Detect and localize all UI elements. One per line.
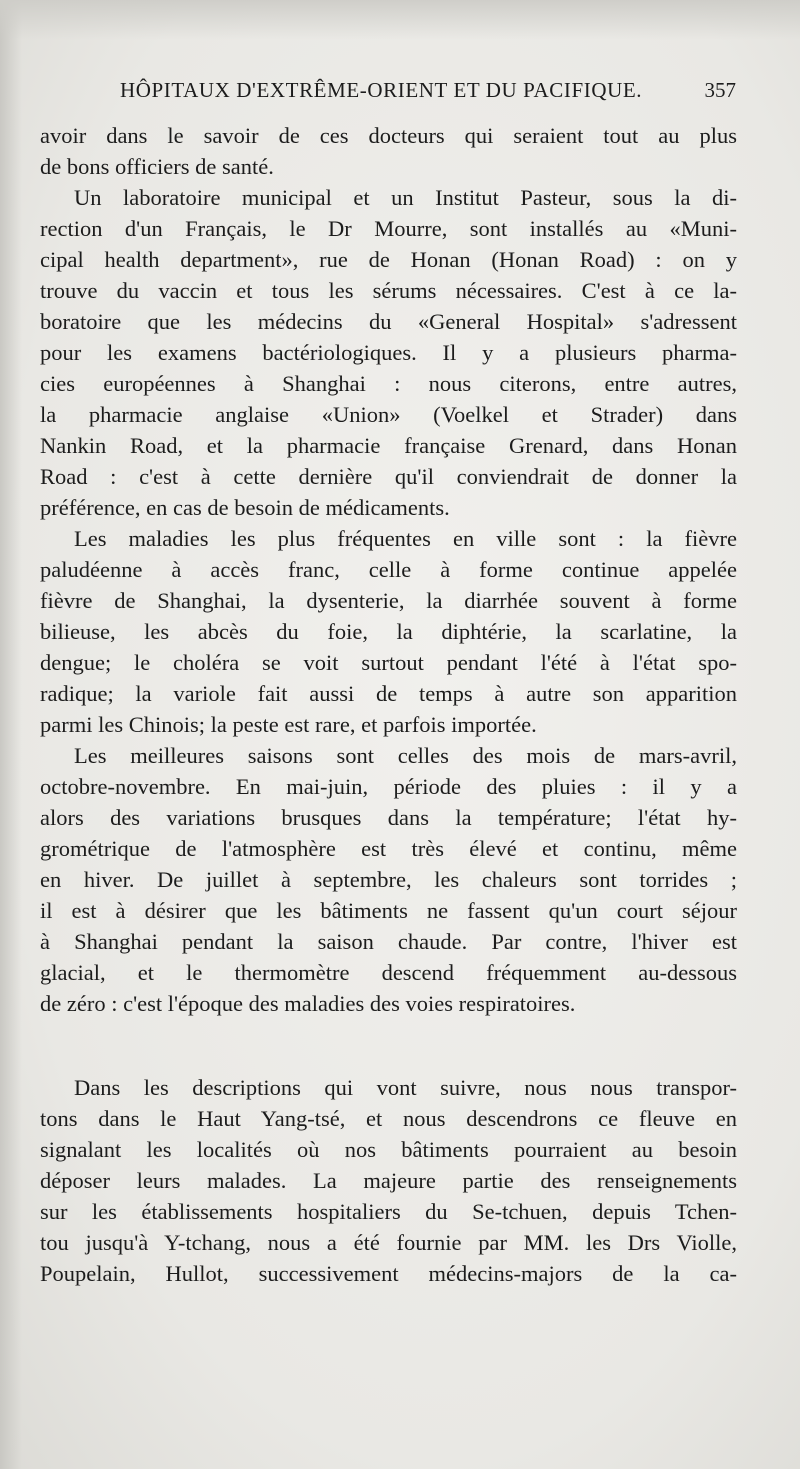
text-line: Dans les descriptions qui vont suivre, nous nous transpor- (74, 1075, 737, 1100)
text-line: paludéenne à accès franc, celle à forme continue appelée (40, 557, 737, 582)
text-line: tons dans le Haut Yang-tsé, et nous descendrons ce fleuve en (40, 1106, 737, 1131)
text-line: radique; la variole fait aussi de temps à autre son apparition (40, 681, 737, 706)
text-line: Poupelain, Hullot, successivement médecins-majors de la ca- (40, 1261, 737, 1286)
text-line: sur les établissements hospitaliers du Se-tchuen, depuis Tchen- (40, 1199, 737, 1224)
text-line: tou jusqu'à Y-tchang, nous a été fournie par MM. les Drs Violle, (40, 1230, 737, 1255)
text-line: Road : c'est à cette dernière qu'il conviendrait de donner la (40, 464, 737, 489)
running-title: HÔPITAUX D'EXTRÊME-ORIENT ET DU PACIFIQUE. (120, 78, 643, 102)
text-line: glacial, et le thermomètre descend fréquemment au-dessous (40, 960, 737, 985)
text-line: cies européennes à Shanghai : nous citerons, entre autres, (40, 371, 737, 396)
text-line: déposer leurs malades. La majeure partie des renseignements (40, 1168, 737, 1193)
text-line: signalant les localités où nos bâtiments pourraient au besoin (40, 1137, 737, 1162)
text-line: octobre-novembre. En mai-juin, période des pluies : il y a (40, 774, 737, 799)
text-line: Nankin Road, et la pharmacie française Grenard, dans Honan (40, 433, 737, 458)
text-line: avoir dans le savoir de ces docteurs qui seraient tout au plus (40, 123, 737, 148)
page-header (40, 78, 740, 108)
text-line: préférence, en cas de besoin de médicaments. (40, 495, 450, 520)
text-line: parmi les Chinois; la peste est rare, et parfois importée. (40, 712, 537, 737)
text-line: Les meilleures saisons sont celles des mois de mars-avril, (74, 743, 737, 768)
text-line: alors des variations brusques dans la température; l'état hy- (40, 805, 737, 830)
body-text (40, 120, 737, 1289)
page-number: 357 (704, 78, 736, 102)
text-line: en hiver. De juillet à septembre, les chaleurs sont torrides ; (40, 867, 737, 892)
text-line: dengue; le choléra se voit surtout pendant l'été à l'état spo- (40, 650, 737, 675)
text-line: la pharmacie anglaise «Union» (Voelkel et Strader) dans (40, 402, 737, 427)
text-line: trouve du vaccin et tous les sérums nécessaires. C'est à ce la- (40, 278, 737, 303)
text-line: à Shanghai pendant la saison chaude. Par contre, l'hiver est (40, 929, 737, 954)
text-line: Les maladies les plus fréquentes en ville sont : la fièvre (74, 526, 737, 551)
page-edge-shadow (0, 0, 22, 1469)
text-line: fièvre de Shanghai, la dysenterie, la diarrhée souvent à forme (40, 588, 737, 613)
page-top-shadow (0, 0, 800, 40)
text-line: cipal health department», rue de Honan (Honan Road) : on y (40, 247, 737, 272)
text-line: grométrique de l'atmosphère est très élevé et continu, même (40, 836, 737, 861)
text-line: boratoire que les médecins du «General Hospital» s'adressent (40, 309, 737, 334)
text-line: bilieuse, les abcès du foie, la diphtérie, la scarlatine, la (40, 619, 737, 644)
section-gap (40, 1019, 737, 1072)
text-line: pour les examens bactériologiques. Il y a plusieurs pharma- (40, 340, 737, 365)
text-line: Un laboratoire municipal et un Institut Pasteur, sous la di- (74, 185, 737, 210)
text-line: rection d'un Français, le Dr Mourre, sont installés au «Muni- (40, 216, 737, 241)
text-line: de bons officiers de santé. (40, 154, 274, 179)
text-line: il est à désirer que les bâtiments ne fassent qu'un court séjour (40, 898, 737, 923)
text-line: de zéro : c'est l'époque des maladies des voies respiratoires. (40, 991, 576, 1016)
